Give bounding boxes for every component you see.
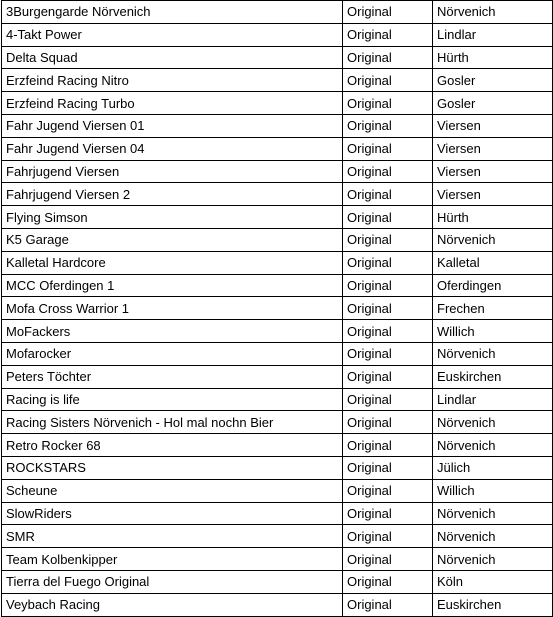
- city-cell: Köln: [433, 570, 553, 593]
- teams-table: [1, 0, 553, 617]
- table-row: [2, 251, 553, 274]
- table-row: [2, 570, 553, 593]
- team-name-cell: K5 Garage: [2, 228, 343, 251]
- city-cell: Hürth: [433, 46, 553, 69]
- status-cell: Original: [343, 434, 433, 457]
- table-row: [2, 548, 553, 571]
- team-name-cell: Racing Sisters Nörvenich - Hol mal nochn Bier: [2, 411, 343, 434]
- table-row: [2, 114, 553, 137]
- status-cell: Original: [343, 251, 433, 274]
- city-cell: Willich: [433, 479, 553, 502]
- status-cell: Original: [343, 23, 433, 46]
- team-name-cell: Scheune: [2, 479, 343, 502]
- city-cell: Nörvenich: [433, 411, 553, 434]
- table-row: [2, 320, 553, 343]
- city-cell: Nörvenich: [433, 434, 553, 457]
- status-cell: Original: [343, 69, 433, 92]
- team-name-cell: Erzfeind Racing Turbo: [2, 92, 343, 115]
- team-name-cell: MCC Oferdingen 1: [2, 274, 343, 297]
- status-cell: Original: [343, 274, 433, 297]
- team-name-cell: Racing is life: [2, 388, 343, 411]
- status-cell: Original: [343, 320, 433, 343]
- team-name-cell: Mofa Cross Warrior 1: [2, 297, 343, 320]
- team-name-cell: 4-Takt Power: [2, 23, 343, 46]
- city-cell: Gosler: [433, 92, 553, 115]
- team-name-cell: ROCKSTARS: [2, 456, 343, 479]
- team-name-cell: Team Kolbenkipper: [2, 548, 343, 571]
- table-row: [2, 342, 553, 365]
- status-cell: Original: [343, 46, 433, 69]
- team-name-cell: Delta Squad: [2, 46, 343, 69]
- team-name-cell: Veybach Racing: [2, 593, 343, 616]
- team-name-cell: SlowRiders: [2, 502, 343, 525]
- team-name-cell: Tierra del Fuego Original: [2, 570, 343, 593]
- city-cell: Viersen: [433, 160, 553, 183]
- city-cell: Nörvenich: [433, 228, 553, 251]
- status-cell: Original: [343, 183, 433, 206]
- status-cell: Original: [343, 1, 433, 24]
- status-cell: Original: [343, 502, 433, 525]
- teams-table-body: [2, 1, 553, 617]
- status-cell: Original: [343, 411, 433, 434]
- team-name-cell: Fahrjugend Viersen: [2, 160, 343, 183]
- table-row: [2, 525, 553, 548]
- table-row: [2, 593, 553, 616]
- table-row: [2, 411, 553, 434]
- table-row: [2, 434, 553, 457]
- city-cell: Lindlar: [433, 388, 553, 411]
- status-cell: Original: [343, 570, 433, 593]
- team-name-cell: Mofarocker: [2, 342, 343, 365]
- status-cell: Original: [343, 160, 433, 183]
- city-cell: Nörvenich: [433, 1, 553, 24]
- status-cell: Original: [343, 137, 433, 160]
- table-row: [2, 479, 553, 502]
- table-row: [2, 388, 553, 411]
- table-row: [2, 46, 553, 69]
- team-name-cell: Fahr Jugend Viersen 04: [2, 137, 343, 160]
- team-name-cell: Erzfeind Racing Nitro: [2, 69, 343, 92]
- table-row: [2, 183, 553, 206]
- city-cell: Viersen: [433, 183, 553, 206]
- table-row: [2, 297, 553, 320]
- table-row: [2, 1, 553, 24]
- team-name-cell: 3Burgengarde Nörvenich: [2, 1, 343, 24]
- status-cell: Original: [343, 228, 433, 251]
- status-cell: Original: [343, 593, 433, 616]
- status-cell: Original: [343, 525, 433, 548]
- status-cell: Original: [343, 388, 433, 411]
- city-cell: Hürth: [433, 206, 553, 229]
- city-cell: Willich: [433, 320, 553, 343]
- status-cell: Original: [343, 297, 433, 320]
- city-cell: Nörvenich: [433, 342, 553, 365]
- table-row: [2, 92, 553, 115]
- city-cell: Nörvenich: [433, 502, 553, 525]
- table-row: [2, 456, 553, 479]
- team-name-cell: Fahrjugend Viersen 2: [2, 183, 343, 206]
- city-cell: Viersen: [433, 114, 553, 137]
- city-cell: Euskirchen: [433, 593, 553, 616]
- city-cell: Frechen: [433, 297, 553, 320]
- city-cell: Oferdingen: [433, 274, 553, 297]
- status-cell: Original: [343, 548, 433, 571]
- status-cell: Original: [343, 456, 433, 479]
- city-cell: Gosler: [433, 69, 553, 92]
- table-row: [2, 228, 553, 251]
- status-cell: Original: [343, 342, 433, 365]
- city-cell: Nörvenich: [433, 525, 553, 548]
- table-row: [2, 502, 553, 525]
- team-name-cell: Retro Rocker 68: [2, 434, 343, 457]
- table-row: [2, 69, 553, 92]
- table-row: [2, 274, 553, 297]
- table-row: [2, 365, 553, 388]
- city-cell: Nörvenich: [433, 548, 553, 571]
- status-cell: Original: [343, 92, 433, 115]
- team-name-cell: Peters Töchter: [2, 365, 343, 388]
- city-cell: Euskirchen: [433, 365, 553, 388]
- status-cell: Original: [343, 206, 433, 229]
- city-cell: Jülich: [433, 456, 553, 479]
- city-cell: Viersen: [433, 137, 553, 160]
- table-row: [2, 23, 553, 46]
- city-cell: Lindlar: [433, 23, 553, 46]
- status-cell: Original: [343, 365, 433, 388]
- city-cell: Kalletal: [433, 251, 553, 274]
- team-name-cell: SMR: [2, 525, 343, 548]
- status-cell: Original: [343, 114, 433, 137]
- team-name-cell: Kalletal Hardcore: [2, 251, 343, 274]
- table-row: [2, 206, 553, 229]
- team-name-cell: Fahr Jugend Viersen 01: [2, 114, 343, 137]
- table-row: [2, 160, 553, 183]
- status-cell: Original: [343, 479, 433, 502]
- table-row: [2, 137, 553, 160]
- team-name-cell: Flying Simson: [2, 206, 343, 229]
- team-name-cell: MoFackers: [2, 320, 343, 343]
